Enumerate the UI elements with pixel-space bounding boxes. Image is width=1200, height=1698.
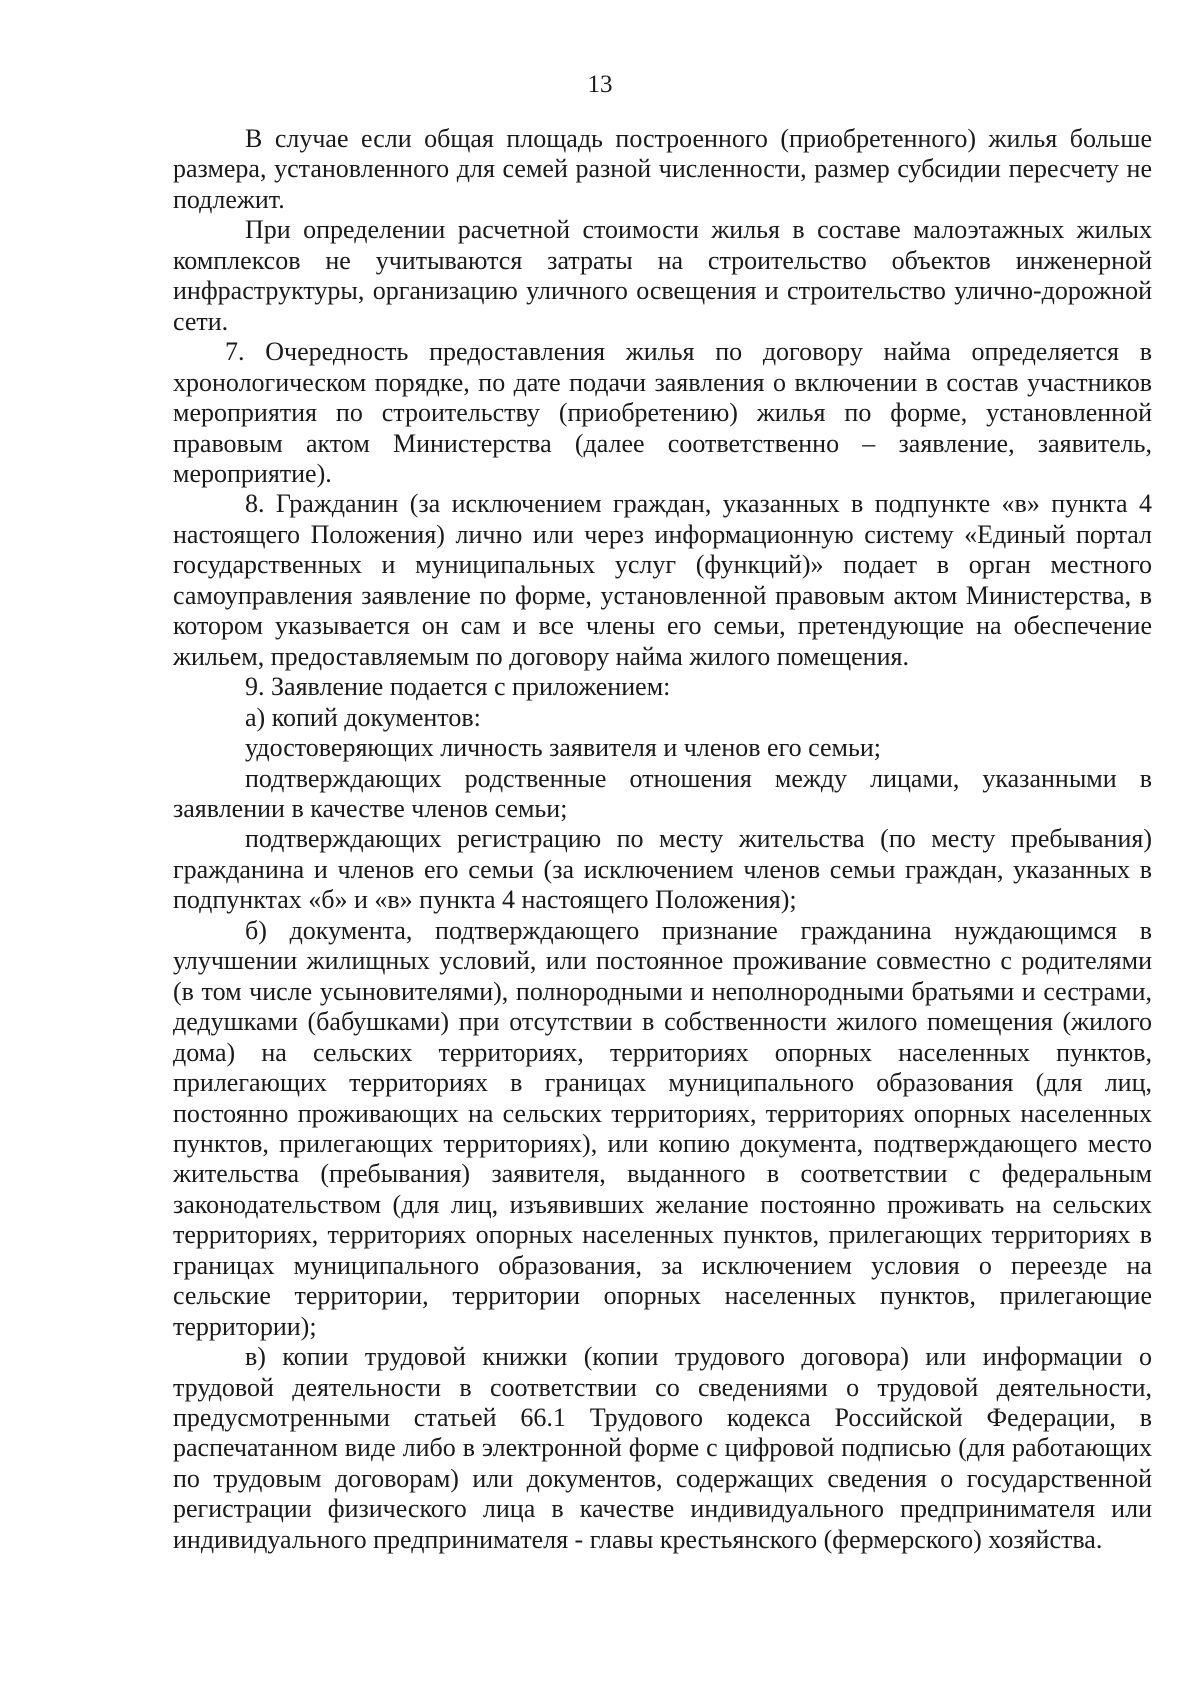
paragraph-identity-docs: удостоверяющих личность заявителя и членов его семьи;	[245, 733, 881, 763]
paragraph-item-8: 8. Гражданин (за исключением граждан, указанных в подпункте «в» пункта 4 настоящего Положения) лично или через информационную систему «Единый портал государственных и муниципальных услуг (функций)» подает в орган местного самоуправления заявление по форме, установленной правовым актом Министерства, в котором указывается он сам и все члены его семьи, претендующие на обеспечение жильем, предоставляемым по договору найма жилого помещения.	[173, 489, 1152, 671]
paragraph-housing-cost: При определении расчетной стоимости жилья в составе малоэтажных жилых комплексов не учитываются затраты на строительство объектов инженерной инфраструктуры, организацию уличного освещения и строительство улично-дорожной сети.	[173, 215, 1152, 336]
paragraph-kinship-docs: подтверждающих родственные отношения между лицами, указанными в заявлении в качестве членов семьи;	[173, 763, 1152, 823]
paragraph-item-9b: б) документа, подтверждающего признание гражданина нуждающимся в улучшении жилищных условий, или постоянное проживание совместно с родителями (в том числе усыновителями), полнородными и неполнородными братьями и сестрами, дедушками (бабушками) при отсутствии в собственности жилого помещения (жилого дома) на сельских территориях, территориях опорных населенных пунктов, прилегающих территориях в границах муниципального образования (для лиц, постоянно проживающих на сельских территориях, территориях опорных населенных пунктов, прилегающих территориях), или копию документа, подтверждающего место жительства (пребывания) заявителя, выданного в соответствии с федеральным законодательством (для лиц, изъявивших желание постоянно проживать на сельских территориях, территориях опорных населенных пунктов, прилегающих территориях в границах муниципального образования, за исключением условия о переезде на сельские территории, территории опорных населенных пунктов, прилегающие территории);	[173, 915, 1152, 1341]
paragraph-subsidy-recalculation: В случае если общая площадь построенного (приобретенного) жилья больше размера, установленного для семей разной численности, размер субсидии пересчету не подлежит.	[173, 124, 1152, 214]
paragraph-item-9: 9. Заявление подается с приложением:	[245, 672, 671, 702]
paragraph-item-9a: а) копий документов:	[245, 702, 481, 732]
document-body	[173, 124, 1152, 1555]
paragraph-registration-docs: подтверждающих регистрацию по месту жительства (по месту пребывания) гражданина и членов его семьи (за исключением членов семьи граждан, указанных в подпунктах «б» и «в» пункта 4 настоящего Положения);	[173, 824, 1152, 915]
page-number: 13	[587, 71, 613, 98]
paragraph-item-7: 7. Очередность предоставления жилья по договору найма определяется в хронологическом порядке, по дате подачи заявления о включении в состав участников мероприятия по строительству (приобретению) жилья по форме, установленной правовым актом Министерства (далее соответственно – заявление, заявитель, мероприятие).	[173, 337, 1152, 488]
paragraph-item-9v: в) копии трудовой книжки (копии трудового договора) или информации о трудовой деятельности в соответствии со сведениями о трудовой деятельности, предусмотренными статьей 66.1 Трудового кодекса Российской Федерации, в распечатанном виде либо в электронной форме с цифровой подписью (для работающих по трудовым договорам) или документов, содержащих сведения о государственной регистрации физического лица в качестве индивидуального предпринимателя или индивидуального предпринимателя - главы крестьянского (фермерского) хозяйства.	[173, 1342, 1152, 1554]
